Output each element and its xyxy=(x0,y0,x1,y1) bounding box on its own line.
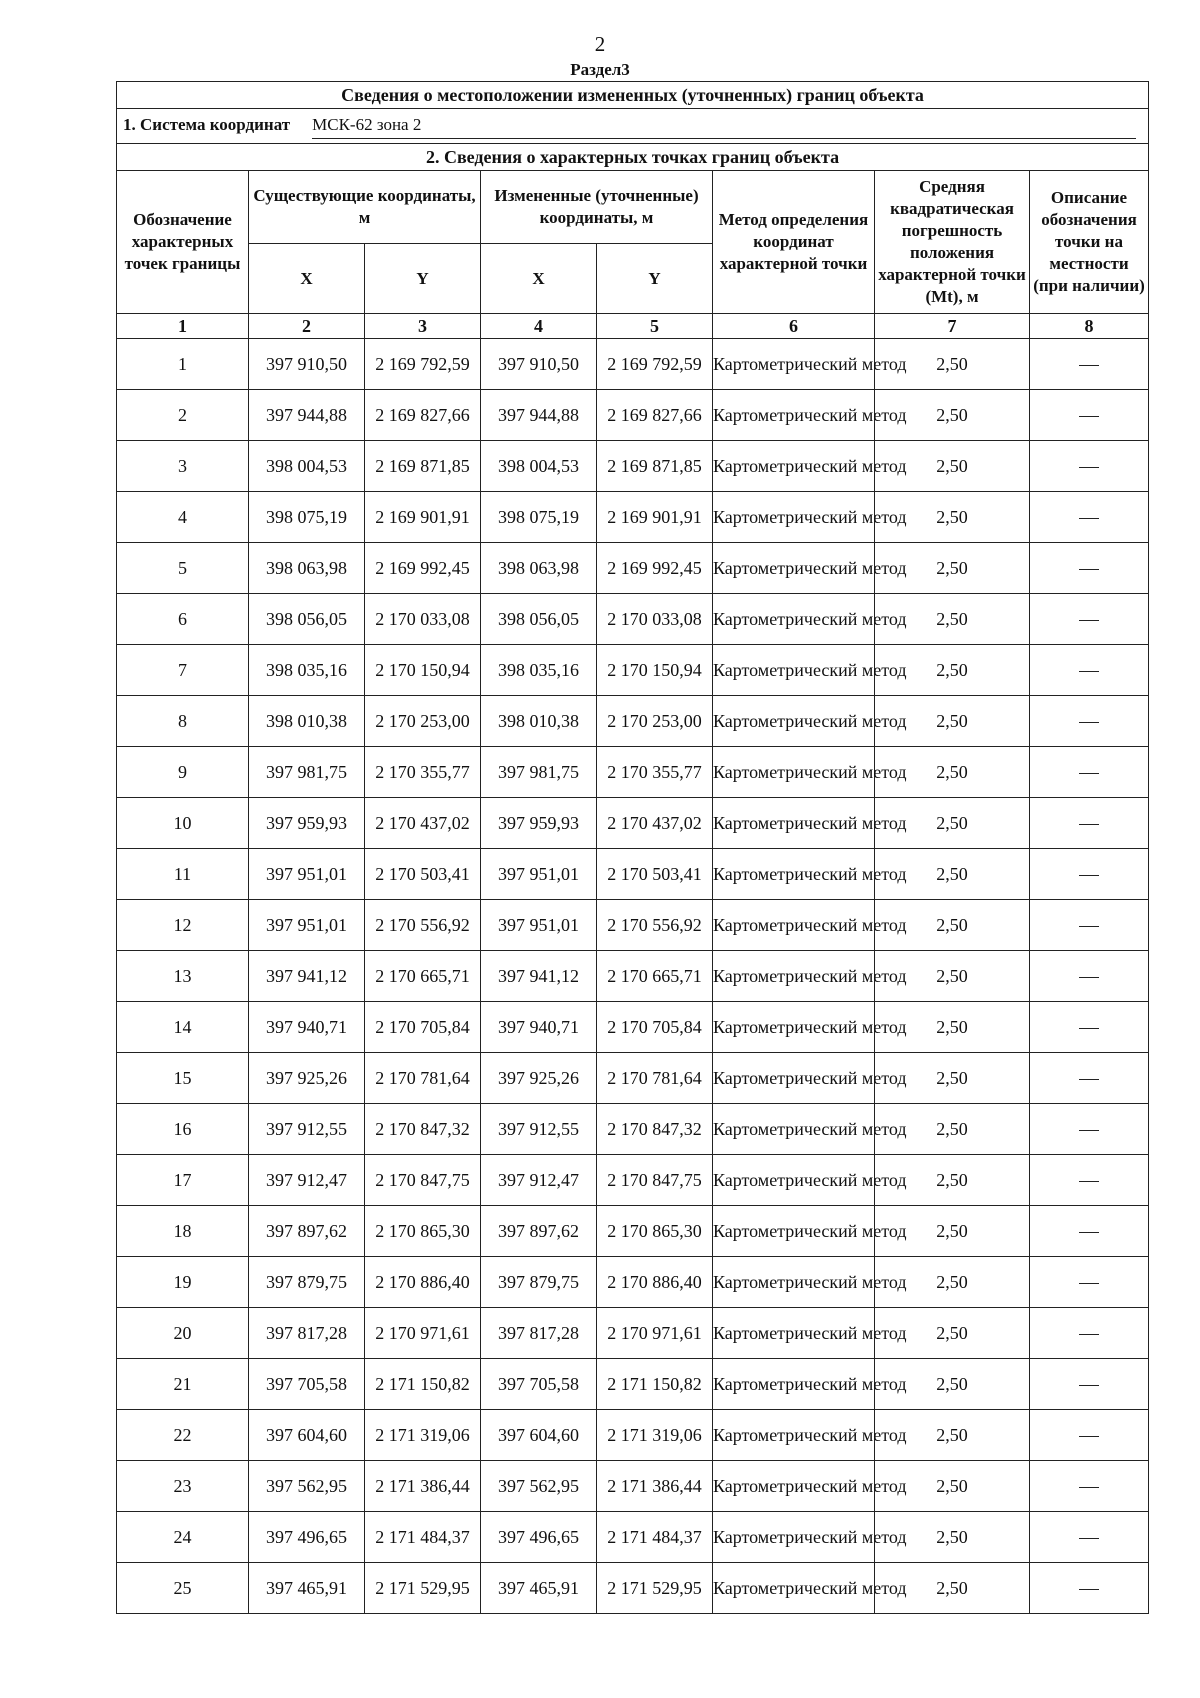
header-existing-coords: Существующие координаты, м xyxy=(249,171,481,244)
header-changed-y: Y xyxy=(597,244,713,314)
changed-x-cell: 397 496,65 xyxy=(481,1512,597,1563)
changed-x-cell: 397 912,47 xyxy=(481,1155,597,1206)
point-number-cell: 13 xyxy=(117,951,249,1002)
changed-y-cell: 2 170 253,00 xyxy=(597,696,713,747)
changed-x-cell: 398 004,53 xyxy=(481,441,597,492)
error-cell: 2,50 xyxy=(875,1410,1030,1461)
method-cell: Картометрический метод xyxy=(713,1308,875,1359)
error-cell: 2,50 xyxy=(875,951,1030,1002)
point-number-cell: 5 xyxy=(117,543,249,594)
boundary-points-table xyxy=(116,81,1149,1614)
changed-y-cell: 2 171 484,37 xyxy=(597,1512,713,1563)
existing-x-cell: 397 941,12 xyxy=(249,951,365,1002)
method-cell: Картометрический метод xyxy=(713,492,875,543)
existing-y-cell: 2 170 355,77 xyxy=(365,747,481,798)
method-cell: Картометрический метод xyxy=(713,1206,875,1257)
point-number-cell: 12 xyxy=(117,900,249,951)
empty-dash xyxy=(1079,1283,1099,1284)
point-number-cell: 8 xyxy=(117,696,249,747)
method-cell: Картометрический метод xyxy=(713,543,875,594)
empty-dash xyxy=(1079,569,1099,570)
existing-x-cell: 397 925,26 xyxy=(249,1053,365,1104)
changed-x-cell: 397 817,28 xyxy=(481,1308,597,1359)
method-cell: Картометрический метод xyxy=(713,900,875,951)
error-cell: 2,50 xyxy=(875,1206,1030,1257)
existing-x-cell: 397 465,91 xyxy=(249,1563,365,1614)
existing-x-cell: 397 912,47 xyxy=(249,1155,365,1206)
changed-x-cell: 398 035,16 xyxy=(481,645,597,696)
table-row xyxy=(117,1563,1149,1614)
table-row xyxy=(117,441,1149,492)
existing-x-cell: 397 951,01 xyxy=(249,849,365,900)
existing-x-cell: 397 562,95 xyxy=(249,1461,365,1512)
error-cell: 2,50 xyxy=(875,747,1030,798)
description-cell xyxy=(1030,594,1149,645)
changed-x-cell: 398 010,38 xyxy=(481,696,597,747)
table-row xyxy=(117,1206,1149,1257)
table-row xyxy=(117,645,1149,696)
table-row xyxy=(117,696,1149,747)
column-number: 3 xyxy=(365,314,481,339)
existing-y-cell: 2 170 150,94 xyxy=(365,645,481,696)
error-cell: 2,50 xyxy=(875,1104,1030,1155)
existing-x-cell: 398 063,98 xyxy=(249,543,365,594)
existing-y-cell: 2 170 847,75 xyxy=(365,1155,481,1206)
method-cell: Картометрический метод xyxy=(713,390,875,441)
changed-y-cell: 2 170 865,30 xyxy=(597,1206,713,1257)
description-cell xyxy=(1030,900,1149,951)
changed-x-cell: 397 944,88 xyxy=(481,390,597,441)
empty-dash xyxy=(1079,926,1099,927)
changed-x-cell: 397 951,01 xyxy=(481,849,597,900)
changed-y-cell: 2 170 437,02 xyxy=(597,798,713,849)
existing-x-cell: 397 817,28 xyxy=(249,1308,365,1359)
table-title: Сведения о местоположении измененных (уточненных) границ объекта xyxy=(117,82,1149,109)
method-cell: Картометрический метод xyxy=(713,1155,875,1206)
error-cell: 2,50 xyxy=(875,1563,1030,1614)
existing-y-cell: 2 171 319,06 xyxy=(365,1410,481,1461)
subsection-title: 2. Сведения о характерных точках границ объекта xyxy=(117,144,1149,171)
existing-y-cell: 2 169 901,91 xyxy=(365,492,481,543)
existing-x-cell: 397 959,93 xyxy=(249,798,365,849)
existing-x-cell: 397 897,62 xyxy=(249,1206,365,1257)
empty-dash xyxy=(1079,722,1099,723)
point-number-cell: 25 xyxy=(117,1563,249,1614)
table-row xyxy=(117,849,1149,900)
existing-y-cell: 2 171 484,37 xyxy=(365,1512,481,1563)
point-number-cell: 18 xyxy=(117,1206,249,1257)
changed-y-cell: 2 170 971,61 xyxy=(597,1308,713,1359)
point-number-cell: 15 xyxy=(117,1053,249,1104)
empty-dash xyxy=(1079,467,1099,468)
changed-x-cell: 397 959,93 xyxy=(481,798,597,849)
existing-y-cell: 2 170 665,71 xyxy=(365,951,481,1002)
column-number: 1 xyxy=(117,314,249,339)
existing-y-cell: 2 170 033,08 xyxy=(365,594,481,645)
description-cell xyxy=(1030,543,1149,594)
changed-y-cell: 2 170 705,84 xyxy=(597,1002,713,1053)
error-cell: 2,50 xyxy=(875,441,1030,492)
existing-y-cell: 2 170 886,40 xyxy=(365,1257,481,1308)
description-cell xyxy=(1030,1002,1149,1053)
changed-y-cell: 2 170 033,08 xyxy=(597,594,713,645)
method-cell: Картометрический метод xyxy=(713,696,875,747)
method-cell: Картометрический метод xyxy=(713,1563,875,1614)
table-row xyxy=(117,1410,1149,1461)
error-cell: 2,50 xyxy=(875,390,1030,441)
existing-x-cell: 397 879,75 xyxy=(249,1257,365,1308)
table-row xyxy=(117,390,1149,441)
changed-y-cell: 2 170 847,32 xyxy=(597,1104,713,1155)
empty-dash xyxy=(1079,1436,1099,1437)
empty-dash xyxy=(1079,1130,1099,1131)
column-number: 2 xyxy=(249,314,365,339)
existing-x-cell: 398 004,53 xyxy=(249,441,365,492)
point-number-cell: 1 xyxy=(117,339,249,390)
method-cell: Картометрический метод xyxy=(713,1257,875,1308)
error-cell: 2,50 xyxy=(875,1308,1030,1359)
description-cell xyxy=(1030,492,1149,543)
page-number: 2 xyxy=(594,32,606,56)
existing-x-cell: 397 705,58 xyxy=(249,1359,365,1410)
column-number: 4 xyxy=(481,314,597,339)
method-cell: Картометрический метод xyxy=(713,951,875,1002)
changed-y-cell: 2 170 150,94 xyxy=(597,645,713,696)
existing-x-cell: 397 951,01 xyxy=(249,900,365,951)
empty-dash xyxy=(1079,1538,1099,1539)
point-number-cell: 11 xyxy=(117,849,249,900)
point-number-cell: 19 xyxy=(117,1257,249,1308)
existing-x-cell: 397 981,75 xyxy=(249,747,365,798)
method-cell: Картометрический метод xyxy=(713,1512,875,1563)
description-cell xyxy=(1030,798,1149,849)
table-row xyxy=(117,543,1149,594)
empty-dash xyxy=(1079,1079,1099,1080)
existing-y-cell: 2 169 792,59 xyxy=(365,339,481,390)
column-number: 8 xyxy=(1030,314,1149,339)
empty-dash xyxy=(1079,875,1099,876)
changed-y-cell: 2 169 871,85 xyxy=(597,441,713,492)
changed-y-cell: 2 170 503,41 xyxy=(597,849,713,900)
method-cell: Картометрический метод xyxy=(713,798,875,849)
empty-dash xyxy=(1079,1487,1099,1488)
changed-x-cell: 397 465,91 xyxy=(481,1563,597,1614)
point-number-cell: 20 xyxy=(117,1308,249,1359)
point-number-cell: 16 xyxy=(117,1104,249,1155)
empty-dash xyxy=(1079,824,1099,825)
table-row xyxy=(117,594,1149,645)
error-cell: 2,50 xyxy=(875,696,1030,747)
error-cell: 2,50 xyxy=(875,594,1030,645)
method-cell: Картометрический метод xyxy=(713,1410,875,1461)
description-cell xyxy=(1030,390,1149,441)
point-number-cell: 24 xyxy=(117,1512,249,1563)
method-cell: Картометрический метод xyxy=(713,645,875,696)
empty-dash xyxy=(1079,1232,1099,1233)
empty-dash xyxy=(1079,977,1099,978)
point-number-cell: 7 xyxy=(117,645,249,696)
changed-x-cell: 397 897,62 xyxy=(481,1206,597,1257)
existing-x-cell: 398 010,38 xyxy=(249,696,365,747)
existing-y-cell: 2 169 871,85 xyxy=(365,441,481,492)
description-cell xyxy=(1030,441,1149,492)
description-cell xyxy=(1030,1308,1149,1359)
description-cell xyxy=(1030,1512,1149,1563)
table-row xyxy=(117,1155,1149,1206)
existing-y-cell: 2 170 865,30 xyxy=(365,1206,481,1257)
method-cell: Картометрический метод xyxy=(713,1104,875,1155)
changed-x-cell: 397 940,71 xyxy=(481,1002,597,1053)
changed-y-cell: 2 170 781,64 xyxy=(597,1053,713,1104)
point-number-cell: 2 xyxy=(117,390,249,441)
coordinate-system-value: МСК-62 зона 2 xyxy=(312,115,1136,139)
empty-dash xyxy=(1079,620,1099,621)
method-cell: Картометрический метод xyxy=(713,747,875,798)
method-cell: Картометрический метод xyxy=(713,849,875,900)
existing-x-cell: 397 910,50 xyxy=(249,339,365,390)
changed-y-cell: 2 169 901,91 xyxy=(597,492,713,543)
changed-y-cell: 2 170 355,77 xyxy=(597,747,713,798)
description-cell xyxy=(1030,1155,1149,1206)
existing-y-cell: 2 170 847,32 xyxy=(365,1104,481,1155)
changed-x-cell: 397 910,50 xyxy=(481,339,597,390)
point-number-cell: 23 xyxy=(117,1461,249,1512)
description-cell xyxy=(1030,849,1149,900)
error-cell: 2,50 xyxy=(875,1359,1030,1410)
description-cell xyxy=(1030,1410,1149,1461)
existing-x-cell: 397 944,88 xyxy=(249,390,365,441)
header-existing-y: Y xyxy=(365,244,481,314)
description-cell xyxy=(1030,1461,1149,1512)
section-title: Раздел3 xyxy=(570,60,630,79)
method-cell: Картометрический метод xyxy=(713,339,875,390)
table-row xyxy=(117,1308,1149,1359)
method-cell: Картометрический метод xyxy=(713,1359,875,1410)
existing-x-cell: 397 604,60 xyxy=(249,1410,365,1461)
empty-dash xyxy=(1079,1589,1099,1590)
changed-y-cell: 2 171 150,82 xyxy=(597,1359,713,1410)
description-cell xyxy=(1030,645,1149,696)
table-row xyxy=(117,1359,1149,1410)
changed-x-cell: 397 705,58 xyxy=(481,1359,597,1410)
table-row xyxy=(117,1512,1149,1563)
point-number-cell: 21 xyxy=(117,1359,249,1410)
table-row xyxy=(117,900,1149,951)
existing-y-cell: 2 170 705,84 xyxy=(365,1002,481,1053)
header-existing-x: X xyxy=(249,244,365,314)
existing-x-cell: 397 496,65 xyxy=(249,1512,365,1563)
table-row xyxy=(117,1053,1149,1104)
error-cell: 2,50 xyxy=(875,1053,1030,1104)
description-cell xyxy=(1030,1206,1149,1257)
empty-dash xyxy=(1079,365,1099,366)
existing-x-cell: 398 035,16 xyxy=(249,645,365,696)
point-number-cell: 17 xyxy=(117,1155,249,1206)
existing-y-cell: 2 170 253,00 xyxy=(365,696,481,747)
coordinate-system-row xyxy=(117,109,1149,144)
empty-dash xyxy=(1079,416,1099,417)
existing-y-cell: 2 170 971,61 xyxy=(365,1308,481,1359)
changed-y-cell: 2 169 792,59 xyxy=(597,339,713,390)
description-cell xyxy=(1030,747,1149,798)
changed-x-cell: 397 925,26 xyxy=(481,1053,597,1104)
coordinate-system-label: 1. Система координат xyxy=(123,115,291,134)
description-cell xyxy=(1030,1563,1149,1614)
error-cell: 2,50 xyxy=(875,1002,1030,1053)
method-cell: Картометрический метод xyxy=(713,1461,875,1512)
point-number-cell: 10 xyxy=(117,798,249,849)
description-cell xyxy=(1030,1104,1149,1155)
existing-x-cell: 397 912,55 xyxy=(249,1104,365,1155)
existing-y-cell: 2 171 529,95 xyxy=(365,1563,481,1614)
error-cell: 2,50 xyxy=(875,543,1030,594)
changed-y-cell: 2 169 827,66 xyxy=(597,390,713,441)
table-row xyxy=(117,1002,1149,1053)
changed-y-cell: 2 170 556,92 xyxy=(597,900,713,951)
existing-y-cell: 2 170 437,02 xyxy=(365,798,481,849)
existing-y-cell: 2 170 781,64 xyxy=(365,1053,481,1104)
header-changed-x: X xyxy=(481,244,597,314)
existing-x-cell: 398 056,05 xyxy=(249,594,365,645)
point-number-cell: 9 xyxy=(117,747,249,798)
error-cell: 2,50 xyxy=(875,645,1030,696)
changed-x-cell: 398 056,05 xyxy=(481,594,597,645)
method-cell: Картометрический метод xyxy=(713,594,875,645)
changed-x-cell: 397 981,75 xyxy=(481,747,597,798)
point-number-cell: 22 xyxy=(117,1410,249,1461)
error-cell: 2,50 xyxy=(875,1257,1030,1308)
error-cell: 2,50 xyxy=(875,339,1030,390)
changed-y-cell: 2 171 319,06 xyxy=(597,1410,713,1461)
error-cell: 2,50 xyxy=(875,798,1030,849)
header-description: Описание обозначения точки на местности (при наличии) xyxy=(1030,171,1149,314)
description-cell xyxy=(1030,339,1149,390)
existing-y-cell: 2 169 992,45 xyxy=(365,543,481,594)
point-number-cell: 3 xyxy=(117,441,249,492)
empty-dash xyxy=(1079,1028,1099,1029)
point-number-cell: 4 xyxy=(117,492,249,543)
changed-y-cell: 2 170 665,71 xyxy=(597,951,713,1002)
table-row xyxy=(117,1104,1149,1155)
changed-x-cell: 397 941,12 xyxy=(481,951,597,1002)
error-cell: 2,50 xyxy=(875,1461,1030,1512)
changed-y-cell: 2 169 992,45 xyxy=(597,543,713,594)
changed-y-cell: 2 170 886,40 xyxy=(597,1257,713,1308)
changed-x-cell: 397 562,95 xyxy=(481,1461,597,1512)
empty-dash xyxy=(1079,1181,1099,1182)
changed-y-cell: 2 171 386,44 xyxy=(597,1461,713,1512)
column-number: 7 xyxy=(875,314,1030,339)
changed-x-cell: 398 075,19 xyxy=(481,492,597,543)
header-changed-coords: Измененные (уточненные) координаты, м xyxy=(481,171,713,244)
existing-y-cell: 2 171 150,82 xyxy=(365,1359,481,1410)
table-row xyxy=(117,492,1149,543)
table-row xyxy=(117,1257,1149,1308)
empty-dash xyxy=(1079,1385,1099,1386)
empty-dash xyxy=(1079,773,1099,774)
existing-y-cell: 2 170 503,41 xyxy=(365,849,481,900)
existing-y-cell: 2 170 556,92 xyxy=(365,900,481,951)
existing-x-cell: 397 940,71 xyxy=(249,1002,365,1053)
description-cell xyxy=(1030,1053,1149,1104)
changed-x-cell: 397 604,60 xyxy=(481,1410,597,1461)
method-cell: Картометрический метод xyxy=(713,441,875,492)
table-row xyxy=(117,339,1149,390)
empty-dash xyxy=(1079,1334,1099,1335)
table-row xyxy=(117,951,1149,1002)
column-number: 5 xyxy=(597,314,713,339)
column-number: 6 xyxy=(713,314,875,339)
description-cell xyxy=(1030,1257,1149,1308)
existing-y-cell: 2 169 827,66 xyxy=(365,390,481,441)
changed-x-cell: 397 879,75 xyxy=(481,1257,597,1308)
description-cell xyxy=(1030,1359,1149,1410)
error-cell: 2,50 xyxy=(875,492,1030,543)
changed-x-cell: 398 063,98 xyxy=(481,543,597,594)
method-cell: Картометрический метод xyxy=(713,1053,875,1104)
error-cell: 2,50 xyxy=(875,900,1030,951)
point-number-cell: 6 xyxy=(117,594,249,645)
header-method: Метод определения координат характерной точки xyxy=(713,171,875,314)
existing-y-cell: 2 171 386,44 xyxy=(365,1461,481,1512)
existing-x-cell: 398 075,19 xyxy=(249,492,365,543)
empty-dash xyxy=(1079,518,1099,519)
changed-x-cell: 397 912,55 xyxy=(481,1104,597,1155)
table-row xyxy=(117,747,1149,798)
error-cell: 2,50 xyxy=(875,1155,1030,1206)
description-cell xyxy=(1030,696,1149,747)
table-row xyxy=(117,798,1149,849)
method-cell: Картометрический метод xyxy=(713,1002,875,1053)
error-cell: 2,50 xyxy=(875,1512,1030,1563)
header-point: Обозначение характерных точек границы xyxy=(117,171,249,314)
error-cell: 2,50 xyxy=(875,849,1030,900)
changed-y-cell: 2 170 847,75 xyxy=(597,1155,713,1206)
table-row xyxy=(117,1461,1149,1512)
changed-y-cell: 2 171 529,95 xyxy=(597,1563,713,1614)
changed-x-cell: 397 951,01 xyxy=(481,900,597,951)
empty-dash xyxy=(1079,671,1099,672)
header-error: Средняя квадратическая погрешность положения характерной точки (Mt), м xyxy=(875,171,1030,314)
description-cell xyxy=(1030,951,1149,1002)
point-number-cell: 14 xyxy=(117,1002,249,1053)
